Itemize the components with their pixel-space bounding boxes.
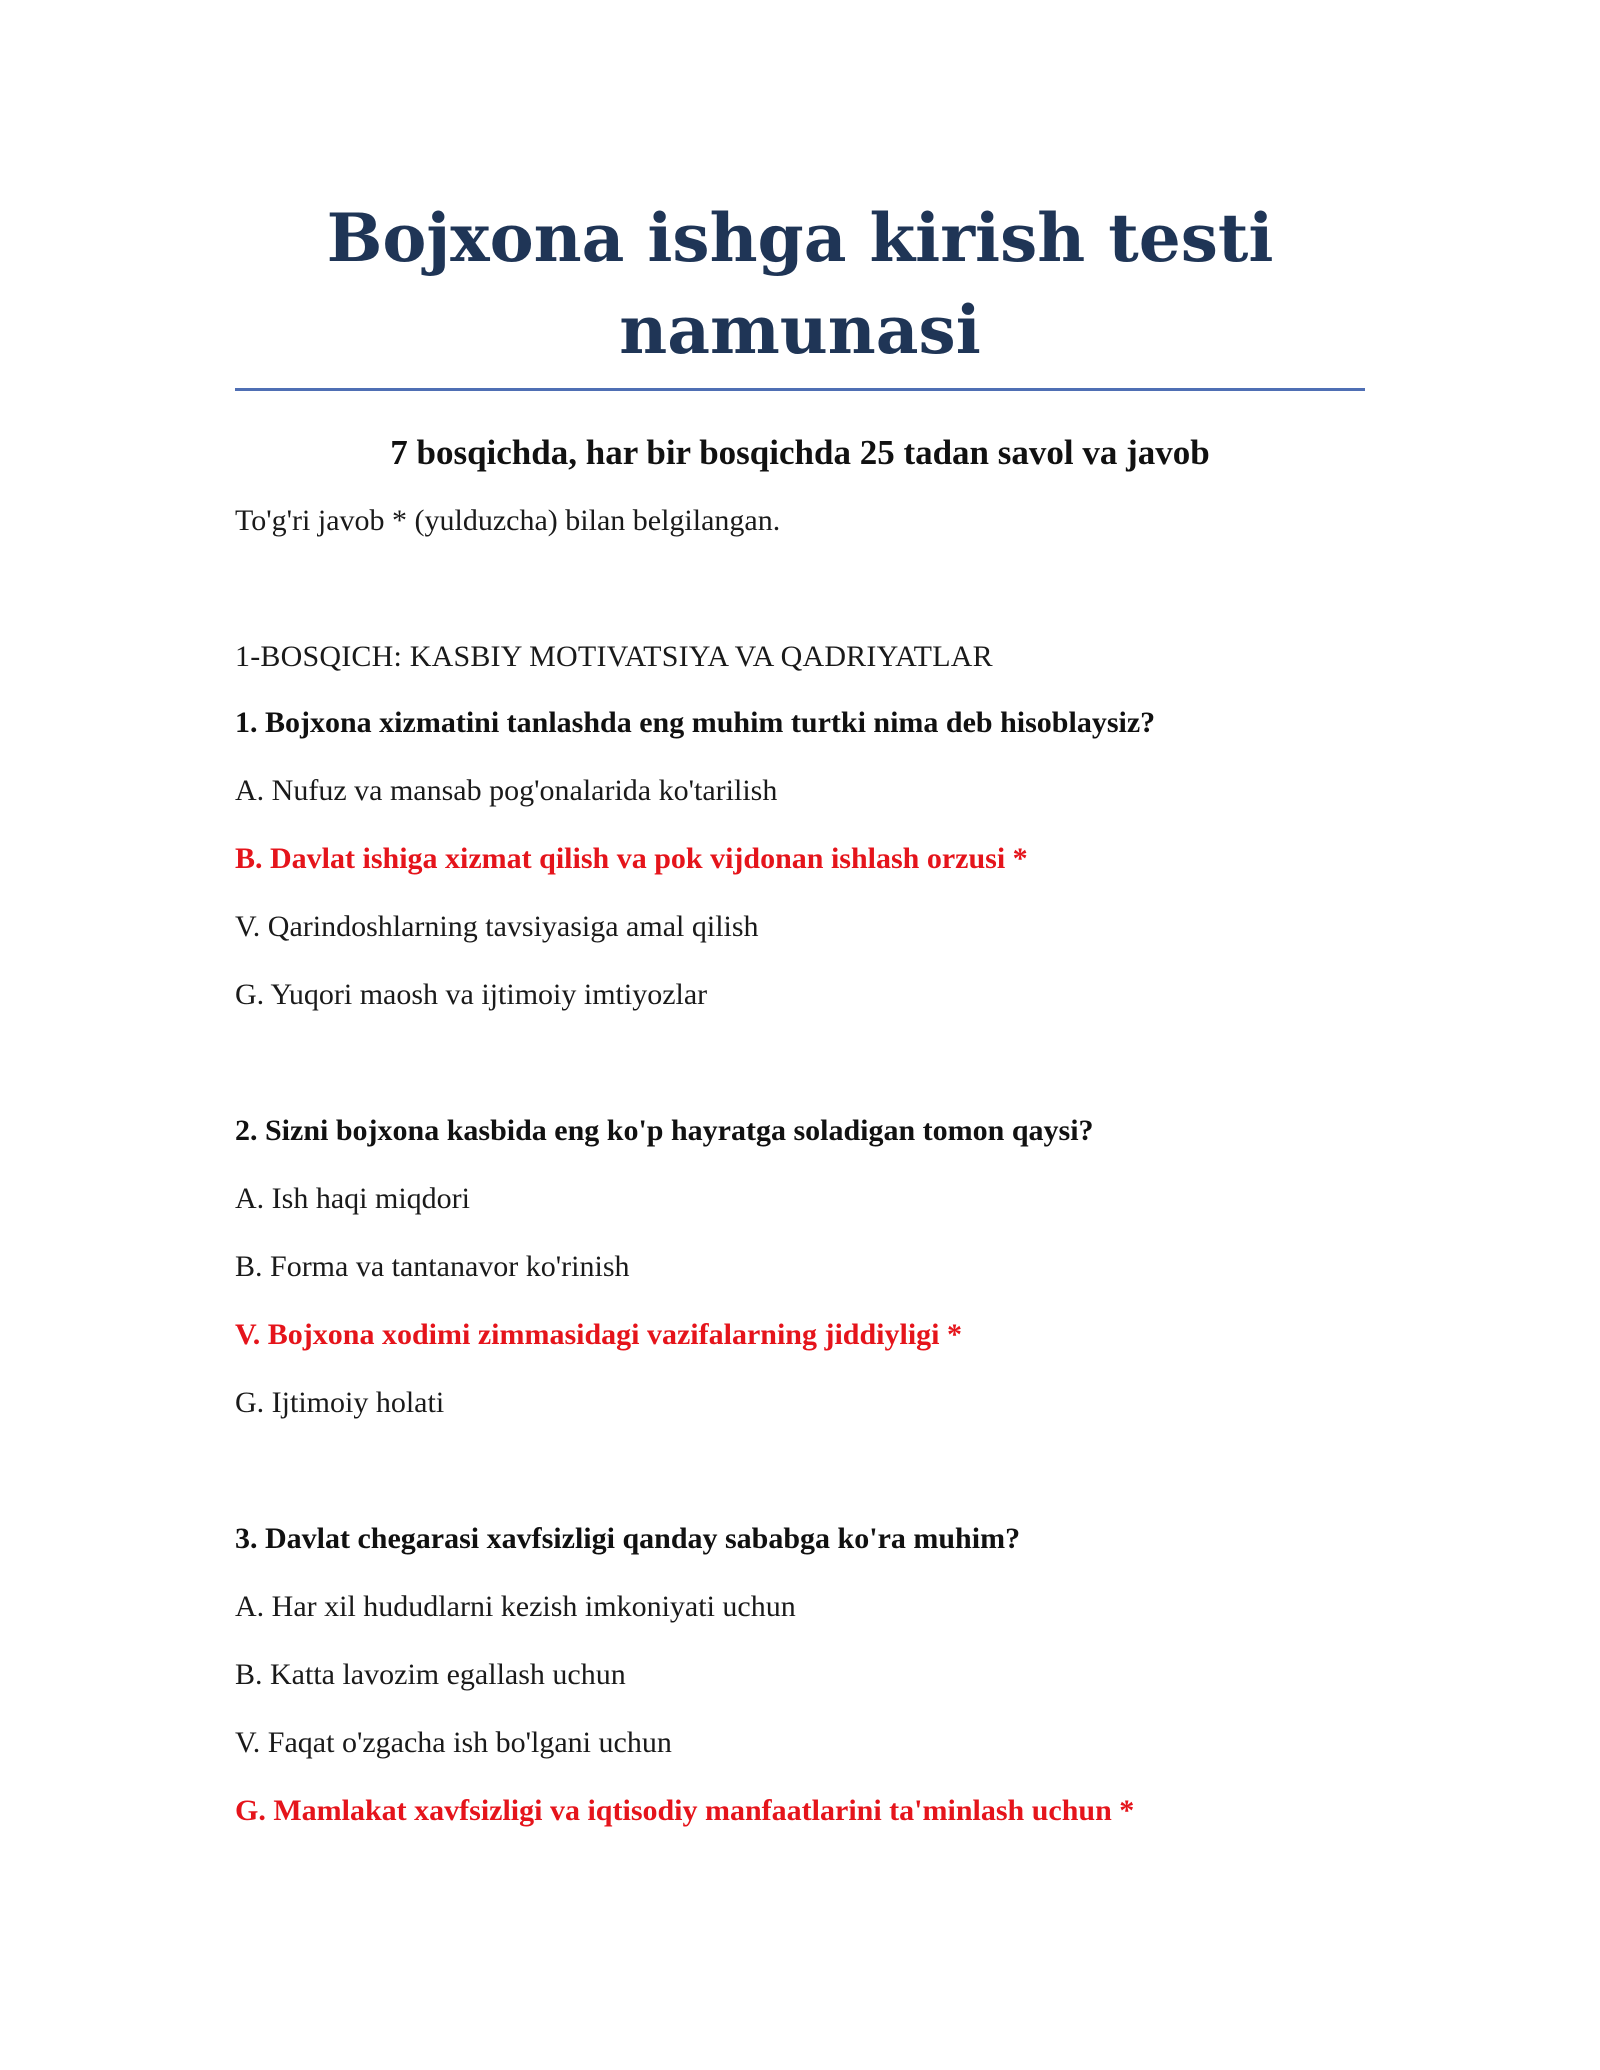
- question-text: 3. Davlat chegarasi xavfsizligi qanday sababga ko'ra muhim?: [235, 1522, 1021, 1555]
- question-text: 2. Sizni bojxona kasbida eng ko'p hayratga soladigan tomon qaysi?: [235, 1114, 1094, 1147]
- question-text: 1. Bojxona xizmatini tanlashda eng muhim turtki nima deb hisoblaysiz?: [235, 706, 1156, 739]
- question-3: [235, 1521, 1365, 1829]
- question-2: [235, 1113, 1365, 1421]
- stage-heading: 1-BOSQICH: KASBIY MOTIVATSIYA VA QADRIYATLAR: [235, 640, 993, 673]
- answer-key-note: To'g'ri javob * (yulduzcha) bilan belgilangan.: [235, 504, 781, 537]
- question-list: [235, 705, 1365, 1829]
- option-v: V. Faqat o'zgacha ish bo'lgani uchun: [235, 1726, 672, 1759]
- option-b: B. Forma va tantanavor ko'rinish: [235, 1250, 630, 1283]
- option-a: A. Nufuz va mansab pog'onalarida ko'tarilish: [235, 774, 778, 807]
- option-a: A. Har xil hududlarni kezish imkoniyati uchun: [235, 1590, 796, 1623]
- document-title: Bojxona ishga kirish testi namunasi: [326, 199, 1274, 369]
- question-1: [235, 705, 1365, 1013]
- option-g: G. Yuqori maosh va ijtimoiy imtiyozlar: [235, 978, 708, 1011]
- option-v: V. Bojxona xodimi zimmasidagi vazifalarning jiddiyligi *: [235, 1318, 963, 1351]
- document-page: [235, 0, 1365, 1829]
- title-divider: [235, 388, 1365, 391]
- option-v: V. Qarindoshlarning tavsiyasiga amal qilish: [235, 910, 759, 943]
- option-b: B. Katta lavozim egallash uchun: [235, 1658, 626, 1691]
- option-a: A. Ish haqi miqdori: [235, 1182, 470, 1215]
- option-g: G. Ijtimoiy holati: [235, 1386, 445, 1419]
- option-b: B. Davlat ishiga xizmat qilish va pok vijdonan ishlash orzusi *: [235, 842, 1028, 875]
- option-g: G. Mamlakat xavfsizligi va iqtisodiy manfaatlarini ta'minlash uchun *: [235, 1794, 1135, 1827]
- document-subtitle: 7 bosqichda, har bir bosqichda 25 tadan savol va javob: [390, 433, 1210, 472]
